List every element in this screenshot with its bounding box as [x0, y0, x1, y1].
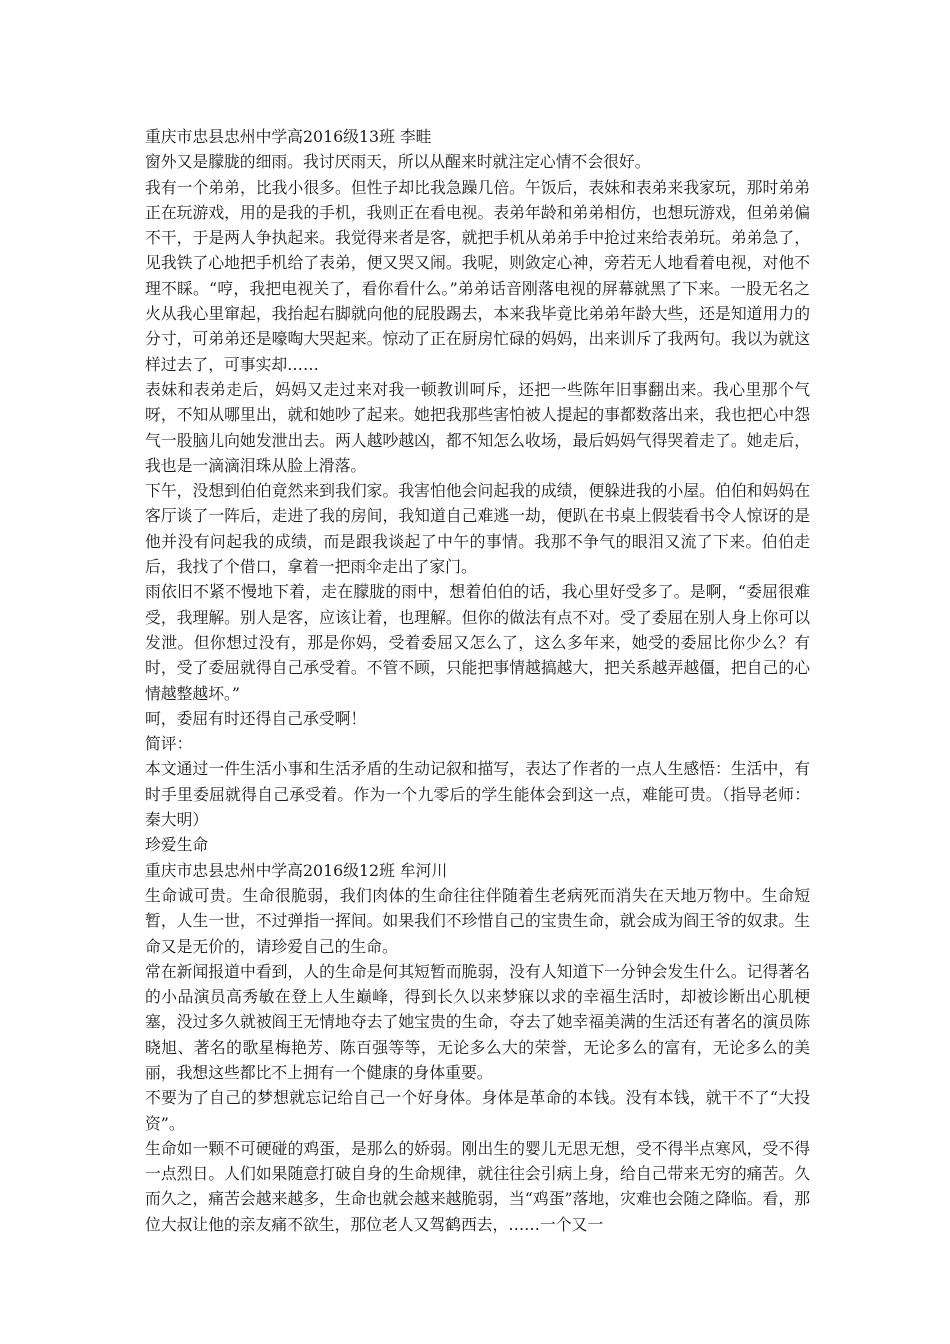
author-line-1: 重庆市忠县忠州中学高2016级13班 李畦 — [145, 127, 432, 146]
paragraph-opening: 窗外又是朦胧的细雨。我讨厌雨天，所以从醒来时就注定心情不会很好。 — [145, 152, 651, 172]
paragraph-news: 常在新闻报道中看到，人的生命是何其短暂而脆弱，没有人知道下一分钟会发生什么。记得著名的小品演员高秀敏在登上人生巅峰，得到长久以来梦寐以求的幸福生活时，却被诊断出心肌梗塞，没过多久就被阎王无情地夺去了她宝贵的生命，夺去了她幸福美满的生活还有著名的演员陈晓旭、著名的歌星梅艳芳、陈百强等等，无论多么大的荣誉，无论多么的富有，无论多么的美丽，我想这些都比不上拥有一个健康的身体重要。 — [145, 961, 810, 1082]
paragraph-conclusion: 呵，委屈有时还得自己承受啊！ — [145, 708, 367, 728]
review-heading: 简评： — [145, 734, 193, 754]
paragraph-uncle: 下午，没想到伯伯竟然来到我们家。我害怕他会问起我的成绩，便躲进我的小屋。伯伯和妈妈在客厅谈了一阵后，走进了我的房间，我知道自己难逃一劫，便趴在书桌上假装看书令人惊讶的是他并没有问起我的成绩，而是跟我谈起了中午的事情。我那不争气的眼泪又流了下来。伯伯走后，我找了个借口，拿着一把雨伞走出了家门。 — [145, 481, 810, 577]
author-line-2: 重庆市忠县忠州中学高2016级12班 牟河川 — [145, 860, 448, 880]
paragraph-health: 不要为了自己的梦想就忘记给自己一个好身体。身体是革命的本钱。没有本钱，就干不了“大投资”。 — [145, 1088, 810, 1133]
paragraph-egg: 生命如一颗不可硬碰的鸡蛋，是那么的娇弱。刚出生的婴儿无思无想，受不得半点寒风，受不得一点烈日。人们如果随意打破自身的生命规律，就往往会引病上身，给自己带来无穷的痛苦。久而久之，痛苦会越来越多，生命也就会越来越脆弱，当“鸡蛋”落地，灾难也会随之降临。看，那位大叔让他的亲友痛不欲生，那位老人又驾鹤西去，……一个又一 — [145, 1138, 810, 1234]
paragraph-brother: 我有一个弟弟，比我小很多。但性子却比我急躁几倍。午饭后，表妹和表弟来我家玩，那时弟弟正在玩游戏，用的是我的手机，我则正在看电视。表弟年龄和弟弟相仿，也想玩游戏，但弟弟偏不干，于是两人争执起来。我觉得来者是客，就把手机从弟弟手中抢过来给表弟玩。弟弟急了，见我铁了心地把手机给了表弟，便又哭又闹。我呢，则敛定心神，旁若无人地看着电视，对他不理不睬。“哼，我把电视关了，看你看什么。”弟弟话音刚落电视的屏幕就黑了下来。一股无名之火从我心里窜起，我抬起右脚就向他的屁股踢去，本来我毕竟比弟弟年龄大些，还是知道用力的分寸，可弟弟还是嚎啕大哭起来。惊动了正在厨房忙碌的妈妈，出来训斥了我两句。我以为就这样过去了，可事实却…… — [145, 177, 810, 374]
paragraph-rain: 雨依旧不紧不慢地下着，走在朦胧的雨中，想着伯伯的话，我心里好受多了。是啊，“委屈很难受，我理解。别人是客，应该让着，也理解。但你的做法有点不对。受了委屈在别人身上你可以发泄。但你想过没有，那是你妈，受着委屈又怎么了，这么多年来，她受的委屈比你少么？有时，受了委屈就得自己承受着。不管不顾，只能把事情越搞越大，把关系越弄越僵，把自己的心情越整越坏。” — [145, 582, 810, 703]
paragraph-mother: 表妹和表弟走后，妈妈又走过来对我一顿教训呵斥，还把一些陈年旧事翻出来。我心里那个气呀，不知从哪里出，就和她吵了起来。她把我那些害怕被人提起的事都数落出来，我也把心中怨气一股脑儿向她发泄出去。两人越吵越凶，都不知怎么收场，最后妈妈气得哭着走了。她走后，我也是一滴滴泪珠从脸上滑落。 — [145, 379, 810, 475]
document-page — [145, 124, 810, 1237]
review-text: 本文通过一件生活小事和生活矛盾的生动记叙和描写，表达了作者的一点人生感悟：生活中，有时手里委屈就得自己承受着。作为一个九零后的学生能体会到这一点，难能可贵。（指导老师：秦大明） — [145, 759, 810, 830]
paragraph-life-precious: 生命诚可贵。生命很脆弱，我们肉体的生命往往伴随着生老病死而消失在天地万物中。生命短暂，人生一世，不过弹指一挥间。如果我们不珍惜自己的宝贵生命，就会成为阎王爷的奴隶。生命又是无价的，请珍爱自己的生命。 — [145, 885, 810, 956]
essay-title-2: 珍爱生命 — [145, 835, 209, 855]
